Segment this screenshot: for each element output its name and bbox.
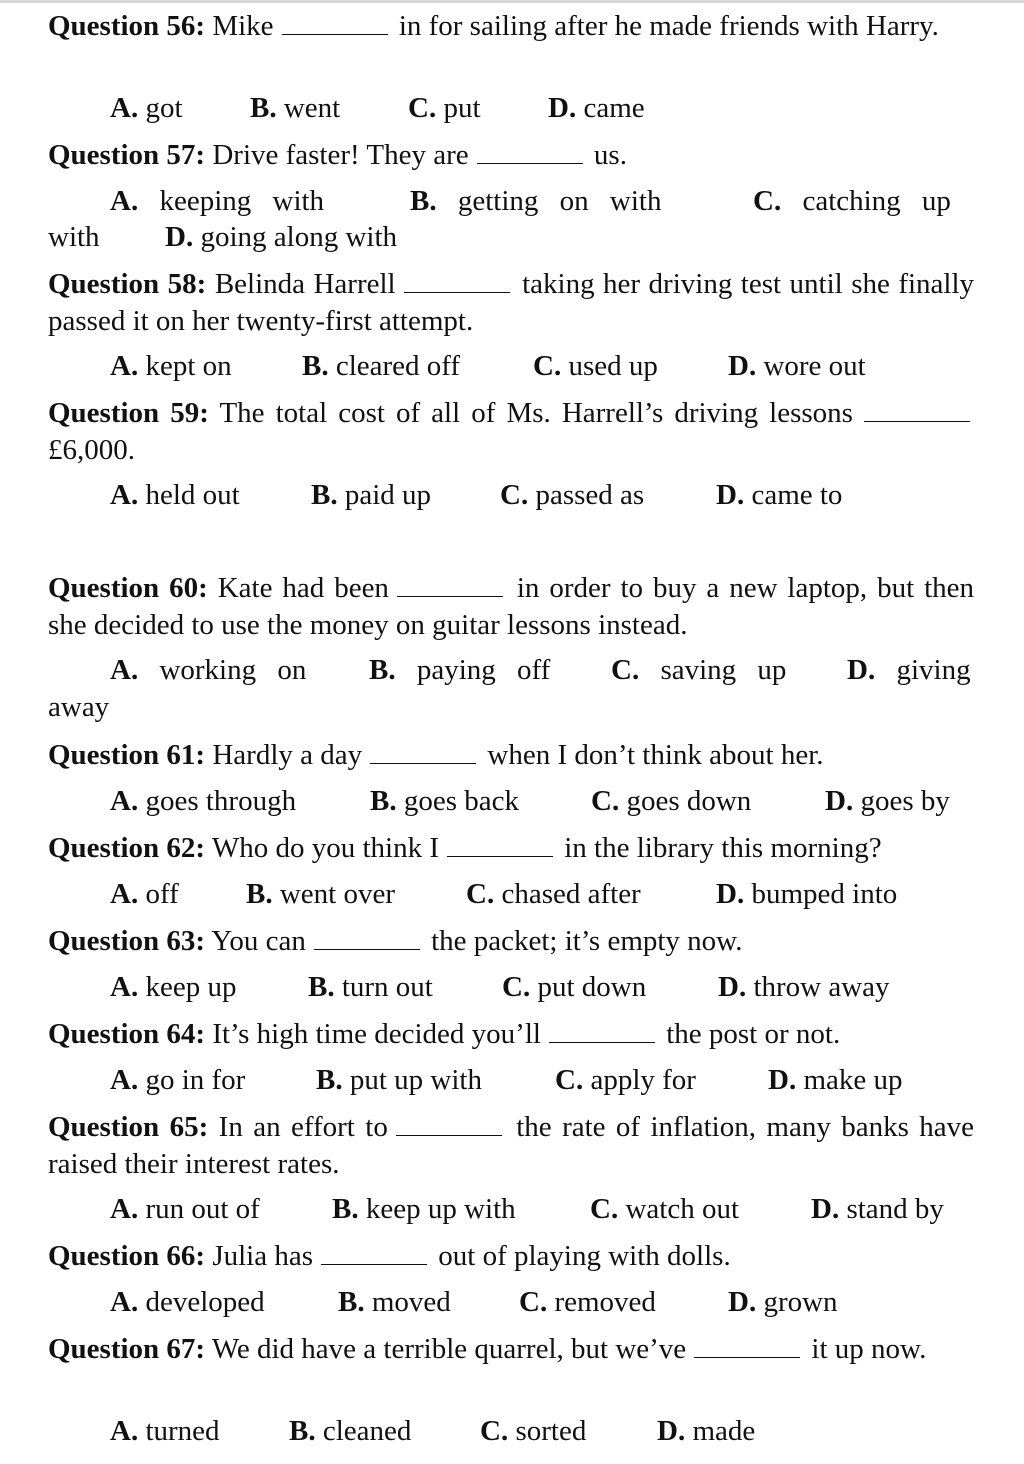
question-text: Kate had been (217, 572, 389, 604)
option-a[interactable]: A. keep up (110, 971, 237, 1003)
option-a[interactable]: A. run out of (110, 1193, 260, 1225)
question-58 (48, 266, 974, 340)
question-text: the packet; it’s empty now. (431, 925, 743, 957)
option-c[interactable]: C. put (408, 92, 481, 124)
option-b[interactable]: B. keep up with (332, 1193, 516, 1225)
option-b[interactable]: B. went (250, 92, 341, 124)
question-text: taking her driving test until she finally passed it on her twenty-first attempt. (48, 268, 975, 337)
question-text: Mike (212, 10, 274, 42)
option-a[interactable]: A. got (110, 92, 183, 124)
options-60 (0, 652, 1024, 689)
answer-blank[interactable] (694, 1337, 800, 1358)
answer-blank[interactable] (549, 1022, 655, 1043)
question-67 (48, 1331, 974, 1368)
option-a[interactable]: A. working on (110, 654, 307, 686)
question-text: The total cost of all of Ms. Harrell’s driving lessons (219, 397, 853, 429)
option-d[interactable]: D. giving (847, 654, 971, 686)
option-b[interactable]: B. cleaned (289, 1415, 412, 1447)
option-c[interactable]: C. sorted (480, 1415, 587, 1447)
options-56 (0, 90, 1024, 127)
answer-blank[interactable] (321, 1244, 427, 1265)
question-label: Question 58: (48, 268, 207, 300)
question-text: Drive faster! They are (212, 139, 469, 171)
answer-blank[interactable] (282, 14, 388, 35)
option-b[interactable]: B. cleared off (302, 350, 461, 382)
question-text: out of playing with dolls. (438, 1240, 731, 1272)
option-c-wrap-text[interactable]: with (48, 221, 100, 253)
options-67 (0, 1413, 1024, 1450)
question-63 (48, 923, 974, 960)
option-a[interactable]: A. go in for (110, 1064, 246, 1096)
question-label: Question 57: (48, 139, 206, 171)
option-b[interactable]: B. paying off (369, 654, 551, 686)
question-text: in order to buy a new laptop, but then she decided to use the money on guitar lessons instead. (48, 572, 975, 641)
option-b[interactable]: B. went over (246, 878, 395, 910)
option-b[interactable]: B. goes back (370, 785, 519, 817)
option-c[interactable]: C. watch out (590, 1193, 740, 1225)
answer-blank[interactable] (404, 272, 510, 293)
option-c[interactable]: C. used up (533, 350, 658, 382)
option-c[interactable]: C. passed as (500, 479, 645, 511)
option-b[interactable]: B. getting on with (410, 185, 662, 217)
question-text: You can (211, 925, 306, 957)
question-label: Question 56: (48, 10, 206, 42)
question-label: Question 65: (48, 1111, 209, 1143)
question-text: in the library this morning? (564, 832, 882, 864)
question-text: Julia has (212, 1240, 314, 1272)
question-text: Belinda Harrell (214, 268, 396, 300)
option-c[interactable]: C. chased after (466, 878, 641, 910)
options-63 (0, 969, 1024, 1006)
option-a[interactable]: A. kept on (110, 350, 232, 382)
option-a[interactable]: A. keeping with (110, 185, 325, 217)
option-c[interactable]: C. catching up (753, 185, 951, 217)
question-label: Question 64: (48, 1018, 206, 1050)
question-label: Question 59: (48, 397, 209, 429)
options-58 (0, 348, 1024, 385)
options-64 (0, 1062, 1024, 1099)
top-divider (0, 0, 1024, 3)
option-d[interactable]: D. going along with (165, 221, 397, 253)
option-a[interactable]: A. developed (110, 1286, 265, 1318)
answer-blank[interactable] (447, 836, 553, 857)
answer-blank[interactable] (477, 143, 583, 164)
question-57 (48, 137, 974, 174)
options-66 (0, 1284, 1024, 1321)
option-b[interactable]: B. turn out (308, 971, 433, 1003)
options-57 (0, 183, 1024, 220)
answer-blank[interactable] (314, 929, 420, 950)
option-a[interactable]: A. held out (110, 479, 240, 511)
question-59 (48, 395, 974, 469)
option-d[interactable]: D. bumped into (716, 878, 898, 910)
option-d[interactable]: D. throw away (718, 971, 890, 1003)
option-d[interactable]: D. grown (728, 1286, 838, 1318)
option-c[interactable]: C. put down (502, 971, 647, 1003)
question-text: It’s high time decided you’ll (212, 1018, 541, 1050)
question-text: We did have a terrible quarrel, but we’ve (211, 1333, 687, 1365)
option-b[interactable]: B. moved (338, 1286, 451, 1318)
option-d[interactable]: D. stand by (811, 1193, 944, 1225)
question-60 (48, 570, 974, 644)
answer-blank[interactable] (396, 1115, 502, 1136)
options-59 (0, 477, 1024, 514)
question-62 (48, 830, 974, 867)
question-text: In an effort to (218, 1111, 388, 1143)
question-label: Question 61: (48, 739, 206, 771)
option-c[interactable]: C. apply for (555, 1064, 696, 1096)
option-d[interactable]: D. came to (716, 479, 843, 511)
question-label: Question 63: (48, 925, 206, 957)
option-d[interactable]: D. came (548, 92, 645, 124)
option-c[interactable]: C. goes down (591, 785, 752, 817)
option-c[interactable]: C. removed (519, 1286, 656, 1318)
question-text: Hardly a day (212, 739, 363, 771)
answer-blank[interactable] (864, 401, 970, 422)
option-a[interactable]: A. turned (110, 1415, 220, 1447)
question-text: Who do you think I (211, 832, 439, 864)
question-label: Question 66: (48, 1240, 206, 1272)
answer-blank[interactable] (370, 743, 476, 764)
option-d[interactable]: D. make up (768, 1064, 903, 1096)
options-61 (0, 783, 1024, 820)
question-text: us. (593, 139, 627, 171)
options-62 (0, 876, 1024, 913)
answer-blank[interactable] (397, 576, 503, 597)
question-56 (48, 8, 974, 45)
option-d-wrap-text[interactable]: away (48, 691, 110, 723)
option-a[interactable]: A. off (110, 878, 179, 910)
question-text: the post or not. (666, 1018, 841, 1050)
options-57-wrap (0, 219, 1024, 256)
question-64 (48, 1016, 974, 1053)
question-label: Question 67: (48, 1333, 206, 1365)
question-label: Question 62: (48, 832, 206, 864)
question-61 (48, 737, 974, 774)
option-d[interactable]: D. wore out (728, 350, 866, 382)
question-text: when I don’t think about her. (487, 739, 824, 771)
options-65 (0, 1191, 1024, 1228)
option-c[interactable]: C. saving up (611, 654, 787, 686)
option-b[interactable]: B. paid up (311, 479, 432, 511)
question-text: the rate of inflation, many banks have raised their interest rates. (48, 1111, 975, 1180)
option-b[interactable]: B. put up with (316, 1064, 482, 1096)
options-60-wrap (0, 689, 1024, 726)
question-text: it up now. (811, 1333, 927, 1365)
question-66 (48, 1238, 974, 1275)
option-d[interactable]: D. goes by (825, 785, 950, 817)
question-text: £6,000. (48, 434, 135, 466)
question-text: in for sailing after he made friends with Harry. (398, 10, 939, 42)
question-label: Question 60: (48, 572, 208, 604)
option-a[interactable]: A. goes through (110, 785, 297, 817)
option-d[interactable]: D. made (657, 1415, 756, 1447)
question-65 (48, 1109, 974, 1183)
